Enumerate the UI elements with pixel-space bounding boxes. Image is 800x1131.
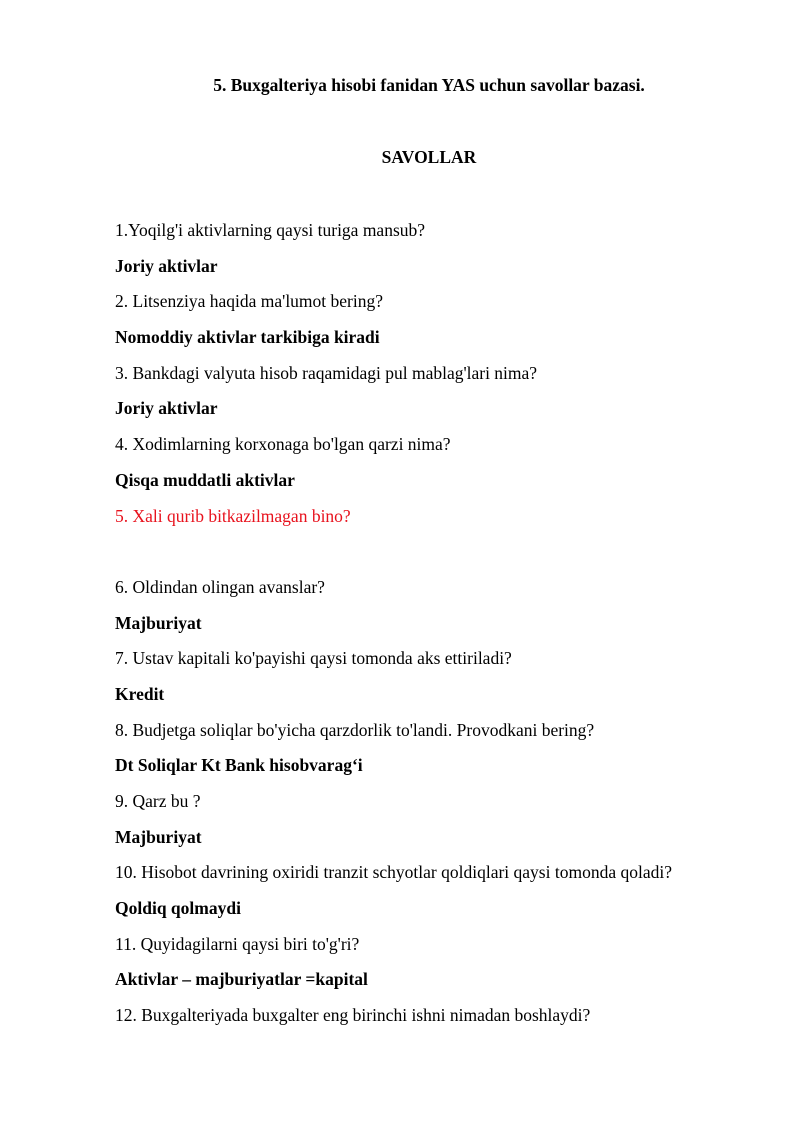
- answer-3: Joriy aktivlar: [115, 398, 218, 419]
- question-1: 1.Yoqilg'i aktivlarning qaysi turiga mansub?: [115, 220, 426, 240]
- question-list: [115, 219, 755, 1040]
- section-heading: SAVOLLAR: [381, 147, 477, 167]
- answer-10: Qoldiq qolmaydi: [115, 898, 241, 919]
- answer-11: Aktivlar – majburiyatlar =kapital: [115, 969, 368, 990]
- question-8: 8. Budjetga soliqlar bo'yicha qarzdorlik to'landi. Provodkani bering?: [115, 719, 595, 740]
- answer-7: Kredit: [115, 683, 165, 704]
- question-10: 10. Hisobot davrining oxiridi tranzit schyotlar qoldiqlari qaysi tomonda qoladi?: [115, 862, 672, 883]
- question-9: 9. Qarz bu ?: [115, 791, 201, 811]
- question-11: 11. Quyidagilarni qaysi biri to'g'ri?: [115, 933, 360, 954]
- question-3: 3. Bankdagi valyuta hisob raqamidagi pul mablag'lari nima?: [115, 362, 538, 383]
- answer-6: Majburiyat: [115, 612, 202, 633]
- answer-8: Dt Soliqlar Kt Bank hisobvarag‘i: [115, 755, 363, 776]
- answer-1: Joriy aktivlar: [115, 255, 218, 276]
- question-2: 2. Litsenziya haqida ma'lumot bering?: [115, 291, 384, 312]
- question-7: 7. Ustav kapitali ko'payishi qaysi tomonda aks ettiriladi?: [115, 648, 512, 669]
- question-6: 6. Oldindan olingan avanslar?: [115, 576, 325, 597]
- question-4: 4. Xodimlarning korxonaga bo'lgan qarzi nima?: [115, 434, 451, 455]
- answer-9: Majburiyat: [115, 826, 202, 847]
- answer-4: Qisqa muddatli aktivlar: [115, 469, 295, 490]
- question-5: 5. Xali qurib bitkazilmagan bino?: [115, 505, 351, 526]
- document-title: 5. Buxgalteriya hisobi fanidan YAS uchun savollar bazasi.: [213, 75, 645, 95]
- blank-answer-5: [115, 540, 755, 562]
- question-12: 12. Buxgalteriyada buxgalter eng birinchi ishni nimadan boshlaydi?: [115, 1005, 591, 1026]
- answer-2: Nomoddiy aktivlar tarkibiga kiradi: [115, 327, 380, 348]
